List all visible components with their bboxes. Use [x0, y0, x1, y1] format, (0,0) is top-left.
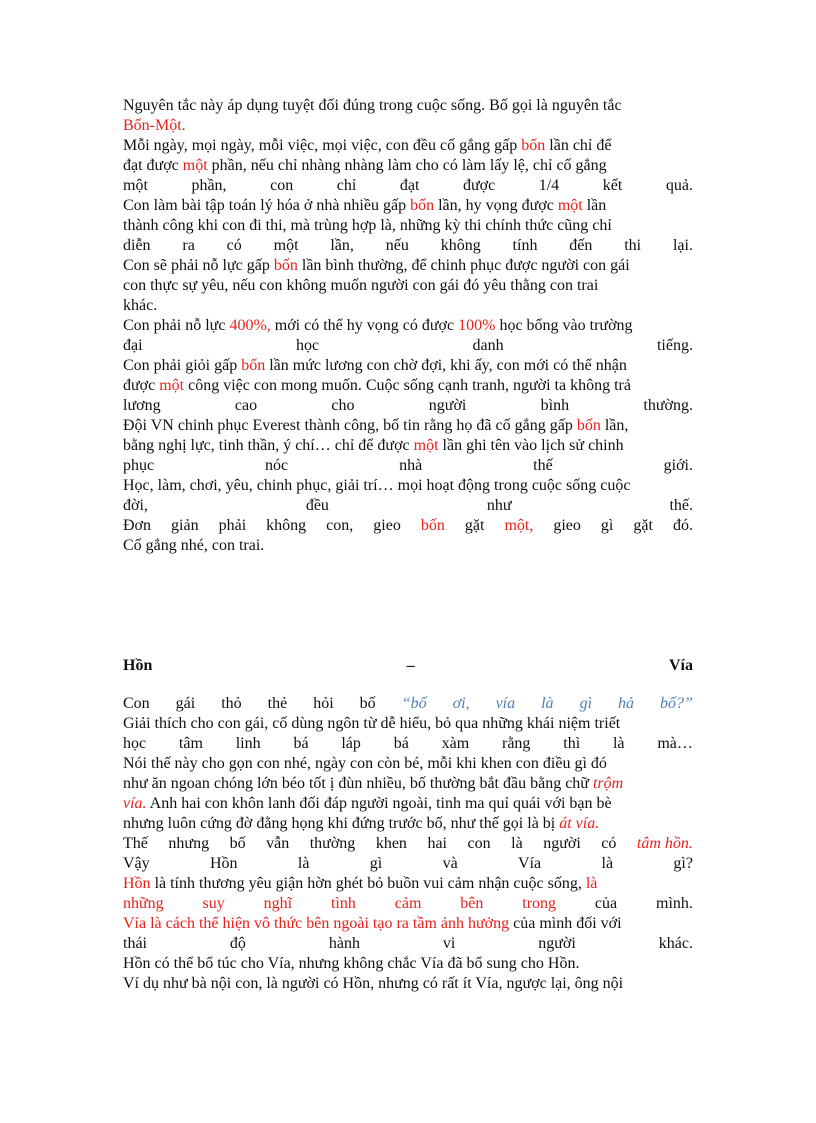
word: một [273, 237, 299, 254]
word: bốn [420, 517, 445, 534]
word: con [467, 835, 491, 852]
highlight-text: Bốn-Một. [123, 117, 186, 134]
word: mình. [656, 895, 693, 912]
word: đều [305, 497, 329, 514]
highlight-text: Hồn [123, 875, 151, 892]
word: Con [123, 695, 150, 712]
word: bá [393, 735, 409, 752]
highlight-text: trộm [592, 775, 624, 792]
word: tâm [178, 735, 203, 752]
word: gì [369, 855, 383, 872]
word: người [543, 835, 581, 852]
word: tâm hồn. [636, 835, 693, 852]
word: là [601, 855, 614, 872]
text-line: nhưng luôn cứng đờ đằng họng khi đứng trước bố, như thế gọi là bị át vía. [123, 815, 600, 832]
word: một, [504, 517, 534, 534]
word: không [440, 237, 481, 254]
word: diễn [123, 237, 151, 254]
word: những [123, 895, 164, 912]
word: giới. [663, 457, 693, 474]
word: vía [495, 695, 516, 712]
word: khen [375, 835, 407, 852]
word: thường [309, 835, 356, 852]
word: bá [293, 735, 309, 752]
text-line: vía. Anh hai con khôn lanh đối đáp người ngoài, tinh ma quỉ quái với bạn bè [123, 795, 612, 812]
word: nếu [385, 237, 409, 254]
word: Đơn [123, 517, 152, 534]
highlight-text: bốn [410, 197, 435, 214]
heading-right: Vía [669, 657, 693, 674]
word: thẻ [267, 695, 288, 712]
word: đạt [399, 177, 420, 194]
word: kết [602, 177, 623, 194]
word: gì [579, 695, 593, 712]
justified-line [123, 834, 693, 854]
word: nhưng [168, 835, 210, 852]
word: giản [171, 517, 199, 534]
word: như [486, 497, 512, 514]
text-line: Vía là cách thể hiện vô thức bên ngoài tạo ra tầm ảnh hưởng của mình đối với [123, 915, 622, 932]
word: thì [563, 735, 581, 752]
word: con, [326, 517, 354, 534]
text-line: thành công khi con đi thi, mà trùng hợp là, những kỳ thi chính thức cũng chỉ [123, 217, 612, 234]
word: Thế [123, 835, 148, 852]
word: có [601, 835, 617, 852]
word: cảm [394, 895, 422, 912]
word: tình [330, 895, 356, 912]
highlight-text: 400%, [229, 317, 271, 334]
word: của [594, 895, 618, 912]
text-line: Giải thích cho con gái, cố dùng ngôn từ dễ hiểu, bỏ qua những khái niệm triết [123, 715, 621, 732]
word: lương [123, 397, 161, 414]
word: đại [123, 337, 143, 354]
justified-line [123, 894, 693, 914]
text-line: con thực sự yêu, nếu con không muốn người con gái đó yêu thằng con trai [123, 277, 599, 294]
word: có [226, 237, 242, 254]
justified-line [123, 516, 693, 536]
word: cao [234, 397, 258, 414]
word: khác. [658, 935, 693, 952]
word: “bố [401, 695, 427, 712]
document-page [123, 96, 693, 994]
word: là [612, 735, 625, 752]
word: mà… [657, 735, 693, 752]
word: gặt [633, 517, 653, 534]
word: nhà [399, 457, 423, 474]
word: phần, [191, 177, 227, 194]
word: hành [328, 935, 360, 952]
word: bố [229, 835, 246, 852]
word: ơi, [452, 695, 470, 712]
text-line: Hồn có thể bổ túc cho Vía, nhưng không chắc Vía đã bổ sung cho Hồn. [123, 955, 580, 972]
justified-line [123, 396, 693, 416]
word: và [442, 855, 458, 872]
text-line: khác. [123, 297, 158, 314]
word: gieo [553, 517, 581, 534]
highlight-text: là [585, 875, 598, 892]
word: học [295, 337, 320, 354]
text-line: Nói thế này cho gọn con nhé, ngày con còn bé, mỗi khi khen con điều gì đó [123, 755, 607, 772]
text-line: Con làm bài tập toán lý hóa ở nhà nhiều gấp bốn lần, hy vọng được một lần [123, 197, 607, 214]
word: linh [235, 735, 261, 752]
word: thi [624, 237, 642, 254]
text-line: Con phải giỏi gấp bốn lần mức lương con chờ đợi, khi ấy, con mới có thể nhận [123, 357, 627, 374]
word: thỏ [221, 695, 242, 712]
heading-left: Hồn [123, 657, 153, 674]
word: thường. [643, 397, 693, 414]
highlight-text: át vía. [559, 815, 600, 832]
word: là [297, 855, 310, 872]
word: độ [229, 935, 246, 952]
word: danh [472, 337, 504, 354]
word: là [541, 695, 554, 712]
word: quả. [665, 177, 693, 194]
word: gái [175, 695, 196, 712]
word: người [428, 397, 467, 414]
word: gieo [373, 517, 401, 534]
text-line: Ví dụ như bà nội con, là người có Hồn, nhưng có rất ít Vía, ngược lại, ông nội [123, 975, 624, 992]
word: cho [331, 397, 355, 414]
justified-line [123, 734, 693, 754]
word: phục [123, 457, 155, 474]
word: trong [522, 895, 557, 912]
word: xàm [441, 735, 470, 752]
word: lại. [672, 237, 693, 254]
justified-line [123, 694, 693, 714]
highlight-text: Vía là cách thể hiện vô thức bên ngoài tạo ra tầm ảnh hưởng [123, 915, 510, 932]
word: là [511, 835, 523, 852]
highlight-text: bốn [521, 137, 546, 154]
word: gặt [464, 517, 485, 534]
word: thế [533, 457, 553, 474]
justified-line [123, 456, 693, 476]
word: vi [442, 935, 456, 952]
word: Vía [518, 855, 542, 872]
text-line: Hồn là tính thương yêu giận hờn ghét bỏ buồn vui cảm nhận cuộc sống, là [123, 875, 598, 892]
highlight-text: vía. [123, 795, 147, 812]
word: con [270, 177, 294, 194]
highlight-text: một [557, 197, 583, 214]
section-heading [123, 656, 693, 676]
justified-line [123, 854, 693, 874]
word: đó. [672, 517, 693, 534]
text-line: như ăn ngoan chóng lớn béo tốt ị đùn nhiều, bố thường bắt đầu bằng chữ trộm [123, 775, 624, 792]
word: ra [182, 237, 195, 254]
word: nóc [265, 457, 289, 474]
word: suy [202, 895, 225, 912]
word: phải [218, 517, 247, 534]
justified-line [123, 336, 693, 356]
highlight-text: bốn [241, 357, 266, 374]
spacer [123, 556, 693, 656]
word: Hồn [210, 855, 238, 872]
word: 1/4 [538, 177, 560, 194]
word: gì? [673, 855, 693, 872]
word: tính [512, 237, 538, 254]
justified-line [123, 496, 693, 516]
text-line: Con sẽ phải nỗ lực gấp bốn lần bình thường, để chinh phục được người con gái [123, 257, 630, 274]
word: bên [460, 895, 484, 912]
word: nghĩ [263, 895, 293, 912]
word: bình [540, 397, 570, 414]
word: bố?” [660, 695, 693, 712]
highlight-text: một [182, 157, 208, 174]
word: hả [618, 695, 635, 712]
word: một [123, 177, 148, 194]
word: rằng [502, 735, 531, 752]
word: đến [569, 237, 593, 254]
word: thế. [669, 497, 693, 514]
word: chỉ [336, 177, 357, 194]
justified-line [123, 236, 693, 256]
text-line: bằng nghị lực, tinh thần, ý chí… chỉ để được một lần ghi tên vào lịch sử chinh [123, 437, 624, 454]
word: học [123, 735, 147, 752]
highlight-text: bốn [576, 417, 601, 434]
word: láp [341, 735, 361, 752]
word: tiếng. [656, 337, 693, 354]
text-line: Mỗi ngày, mọi ngày, mỗi việc, mọi việc, con đều cố gắng gấp bốn lần chỉ để [123, 137, 612, 154]
text-line: Con phải nỗ lực 400%, mới có thể hy vọng có được 100% học bổng vào trường [123, 317, 633, 334]
word: gì [600, 517, 614, 534]
word: không [266, 517, 307, 534]
spacer [123, 676, 693, 694]
text-line: đạt được một phần, nếu chỉ nhàng nhàng làm cho có làm lấy lệ, chỉ cố gắng [123, 157, 607, 174]
text-line: Đội VN chinh phục Everest thành công, bố tin rằng họ đã cố gắng gấp bốn lần, [123, 417, 629, 434]
word: hai [427, 835, 447, 852]
justified-line [123, 934, 693, 954]
word: đời, [123, 497, 148, 514]
heading-dash: – [406, 657, 415, 674]
text-line: Nguyên tắc này áp dụng tuyệt đối đúng trong cuộc sống. Bố gọi là nguyên tắc [123, 97, 622, 114]
highlight-text: một [159, 377, 185, 394]
word: người [538, 935, 576, 952]
highlight-text: 100% [458, 317, 496, 334]
text-line: Học, làm, chơi, yêu, chinh phục, giải trí… mọi hoạt động trong cuộc sống cuộc [123, 477, 631, 494]
highlight-text: bốn [273, 257, 298, 274]
highlight-text: một [413, 437, 439, 454]
word: Vậy [123, 855, 150, 872]
justified-line [123, 176, 693, 196]
word: vẫn [266, 835, 290, 852]
text-line: Cố gắng nhé, con trai. [123, 537, 265, 554]
word: hỏi [313, 695, 334, 712]
word: thái [123, 935, 147, 952]
word: được [462, 177, 496, 194]
word: lần, [330, 237, 354, 254]
word: bố [359, 695, 376, 712]
text-line: được một công việc con mong muốn. Cuộc sống cạnh tranh, người ta không trả [123, 377, 631, 394]
